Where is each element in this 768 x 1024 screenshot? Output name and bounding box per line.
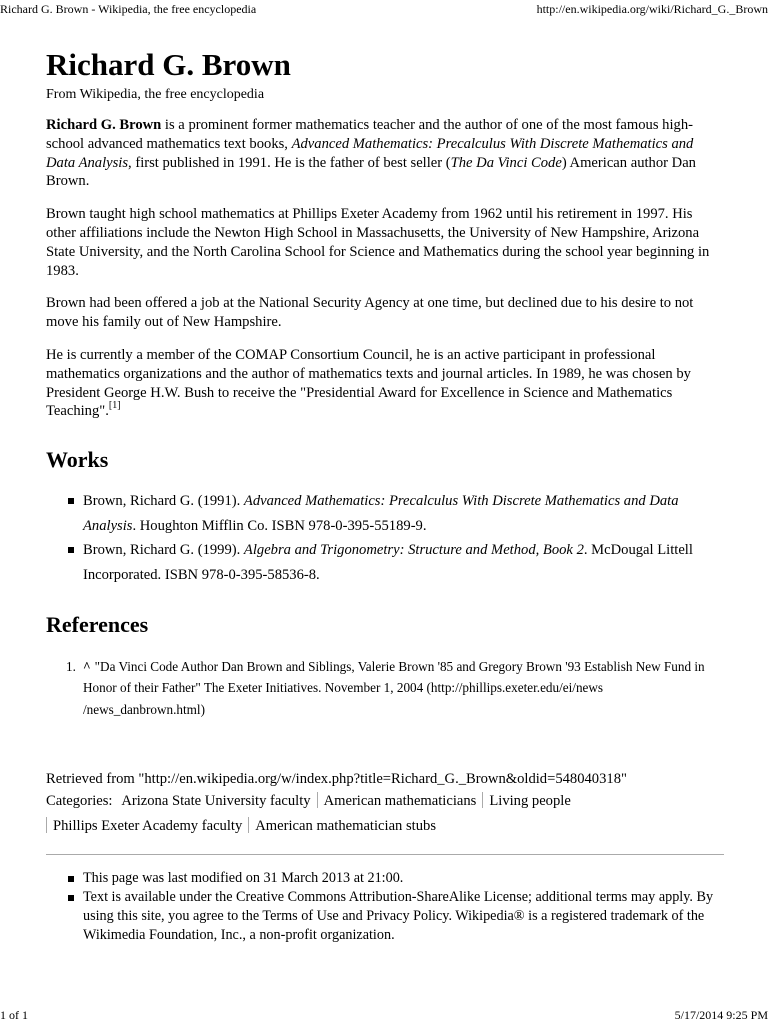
category-separator xyxy=(46,817,47,833)
references-heading: References xyxy=(46,611,149,637)
category-link[interactable]: American mathematicians xyxy=(323,793,477,810)
works-item-publisher: . McDougal Littell Incorporated. ISBN 978-0-395-58536-8. xyxy=(83,542,693,583)
works-item-publisher: . Houghton Mifflin Co. ISBN 978-0-395-55189-9. xyxy=(132,517,427,534)
footer-divider xyxy=(46,854,724,855)
comap-text: He is currently a member of the COMAP Consortium Council, he is an active participant in professional mathematics organizations and the author of mathematics texts and journal articles. In 1989, he was chosen by President George H.W. Bush to receive the "Presidential Award for Excellence in Science and Mathematics Teaching". xyxy=(46,346,691,420)
category-separator xyxy=(317,792,318,808)
category-separator xyxy=(248,817,249,833)
bullet-icon xyxy=(68,498,74,504)
works-item xyxy=(46,489,724,538)
intro-text-1: is a prominent former mathematics teacher and the author of one of the most famous high-school advanced mathematics text books, xyxy=(46,117,693,152)
print-footer xyxy=(0,1006,768,1024)
print-header-url: http://en.wikipedia.org/wiki/Richard_G._Brown xyxy=(536,2,768,16)
category-link[interactable]: American mathematician stubs xyxy=(255,817,437,834)
article-content xyxy=(46,44,724,945)
subject-name: Richard G. Brown xyxy=(46,117,162,133)
category-link[interactable]: Living people xyxy=(489,793,571,810)
print-header-title: Richard G. Brown - Wikipedia, the free encyclopedia xyxy=(0,2,257,16)
intro-paragraph xyxy=(46,116,724,191)
print-header xyxy=(0,0,768,18)
works-list xyxy=(46,489,724,587)
works-item-author: Brown, Richard G. (1991). xyxy=(83,493,244,510)
bullet-icon xyxy=(68,547,74,553)
reference-backlink[interactable]: ^ xyxy=(83,658,91,674)
bullet-icon xyxy=(68,876,74,882)
categories-label[interactable]: Categories: xyxy=(46,793,113,810)
davinci-code-link[interactable]: The Da Vinci Code xyxy=(450,154,562,171)
reference-item xyxy=(46,656,724,721)
category-link[interactable]: Phillips Exeter Academy faculty xyxy=(53,817,243,834)
retrieved-from: Retrieved from "http://en.wikipedia.org/w/index.php?title=Richard_G._Brown&oldid=548040318" xyxy=(46,771,627,788)
page-title: Richard G. Brown xyxy=(46,47,291,82)
site-tagline: From Wikipedia, the free encyclopedia xyxy=(46,87,265,102)
comap-paragraph xyxy=(46,346,724,421)
works-item xyxy=(46,538,724,587)
references-list xyxy=(46,656,724,721)
reference-link-1[interactable]: [1] xyxy=(108,400,121,412)
works-item-author: Brown, Richard G. (1999). xyxy=(83,542,244,559)
intro-text-3: ) American author Dan Brown. xyxy=(46,154,696,190)
license-notice xyxy=(46,888,724,945)
nsa-paragraph: Brown had been offered a job at the National Security Agency at one time, but declined due to his desire to not move his family out of New Hampshire. xyxy=(46,295,694,331)
book-title-link[interactable]: Advanced Mathematics: Precalculus With Discrete Mathematics and Data Analysis xyxy=(46,135,694,171)
last-modified xyxy=(46,869,724,888)
works-item-title: Advanced Mathematics: Precalculus With Discrete Mathematics and Data Analysis xyxy=(83,493,679,534)
intro-text-2: , first published in 1991. He is the father of best seller ( xyxy=(128,154,451,171)
reference-text[interactable]: "Da Vinci Code Author Dan Brown and Siblings, Valerie Brown '85 and Gregory Brown '93 Establish New Fund in Honor of their Father" The Exeter Initiatives. November 1, 2004 (http://phillips.exeter.edu/ei/news /news_danbrown.html) xyxy=(83,658,705,717)
page-count: 1 of 1 xyxy=(0,1008,28,1022)
footer-info-list xyxy=(46,869,724,945)
works-item-title: Algebra and Trigonometry: Structure and Method, Book 2 xyxy=(243,542,584,559)
print-datetime: 5/17/2014 9:25 PM xyxy=(674,1008,768,1022)
last-modified-text: This page was last modified on 31 March 2013 at 21:00. xyxy=(83,869,404,886)
works-heading: Works xyxy=(46,447,109,473)
categories-box xyxy=(46,789,724,838)
bullet-icon xyxy=(68,895,74,901)
career-paragraph: Brown taught high school mathematics at Phillips Exeter Academy from 1962 until his retirement in 1997. His other affiliations include the Newton High School in Massachusetts, the University of New Hampshire, Arizona State University, and the North Carolina School for Science and Mathematics during the school year beginning in 1983. xyxy=(46,206,710,279)
category-separator xyxy=(482,792,483,808)
reference-number: 1. xyxy=(66,658,76,674)
license-text: Text is available under the Creative Commons Attribution-ShareAlike License; additional terms may apply. By using this site, you agree to the Terms of Use and Privacy Policy. Wikipedia® is a registered trademark of the Wikimedia Foundation, Inc., a non-profit organization. xyxy=(83,888,714,943)
category-link[interactable]: Arizona State University faculty xyxy=(121,793,311,810)
